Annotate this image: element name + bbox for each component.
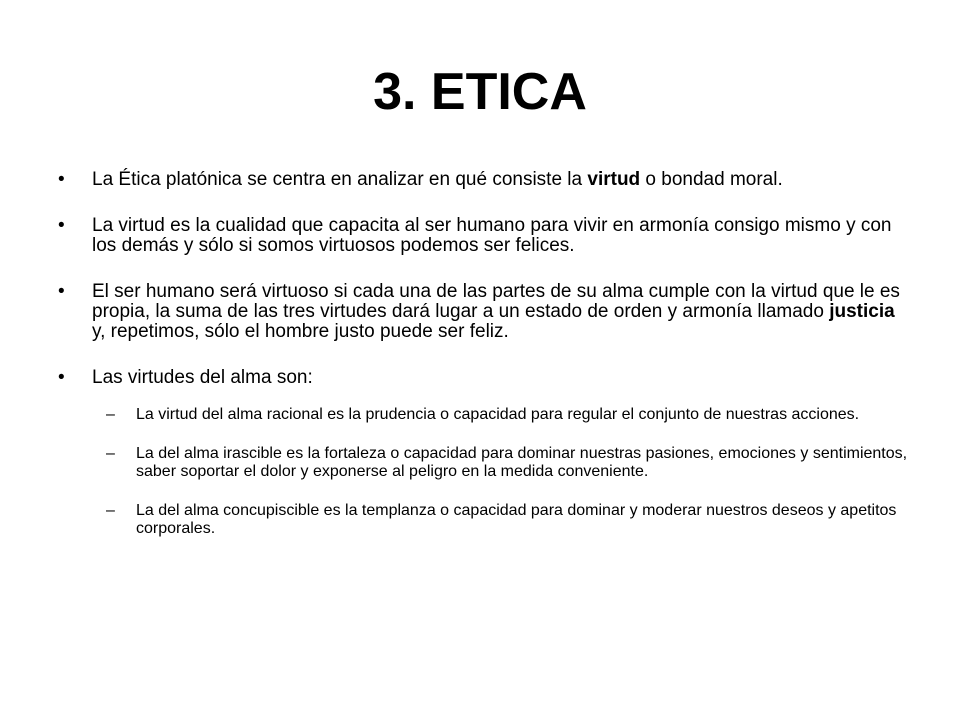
bullet-text: El ser humano será virtuoso si cada una de las partes de su alma cumple con la virtud que le es propia, la suma de las tres virtudes dará lugar a un estado de orden y armonía llamado xyxy=(92,281,900,322)
bullet-text: y, repetimos, sólo el hombre justo puede ser feliz. xyxy=(92,321,509,342)
bullet-text: o bondad moral. xyxy=(640,169,783,190)
sub-bullet-item xyxy=(58,406,910,424)
bullet-text: Las virtudes del alma son: xyxy=(92,367,313,388)
sub-bullet-text: La virtud del alma racional es la prudencia o capacidad para regular el conjunto de nuestras acciones. xyxy=(136,406,860,423)
bullet-item xyxy=(58,170,910,190)
sub-bullet-text: La del alma irascible es la fortaleza o capacidad para dominar nuestras pasiones, emociones y sentimientos, saber soportar el dolor y exponerse al peligro en la medida conveniente. xyxy=(136,445,908,480)
sub-bullet-item xyxy=(58,502,910,538)
bullet-bold-term: virtud xyxy=(587,169,641,190)
dash-marker: – xyxy=(106,502,115,519)
sub-bullet-item xyxy=(58,445,910,481)
dash-marker: – xyxy=(106,445,115,462)
bullet-marker: • xyxy=(58,281,65,302)
slide-title: 3. ETICA xyxy=(373,63,587,121)
bullet-item xyxy=(58,216,910,256)
bullet-item xyxy=(58,282,910,342)
bullet-text: La virtud es la cualidad que capacita al ser humano para vivir en armonía consigo mismo y con los demás y sólo si somos virtuosos podemos ser felices. xyxy=(92,215,892,256)
bullet-item xyxy=(58,368,910,388)
bullet-marker: • xyxy=(58,215,65,236)
sub-bullet-list xyxy=(58,406,910,538)
bullet-bold-term: justicia xyxy=(829,301,895,322)
sub-bullet-text: La del alma concupiscible es la templanza o capacidad para dominar y moderar nuestros deseos y apetitos corporales. xyxy=(136,502,897,537)
slide-body xyxy=(58,170,910,559)
bullet-marker: • xyxy=(58,367,65,388)
bullet-text: La Ética platónica se centra en analizar en qué consiste la xyxy=(92,169,588,190)
dash-marker: – xyxy=(106,406,115,423)
bullet-marker: • xyxy=(58,169,65,190)
